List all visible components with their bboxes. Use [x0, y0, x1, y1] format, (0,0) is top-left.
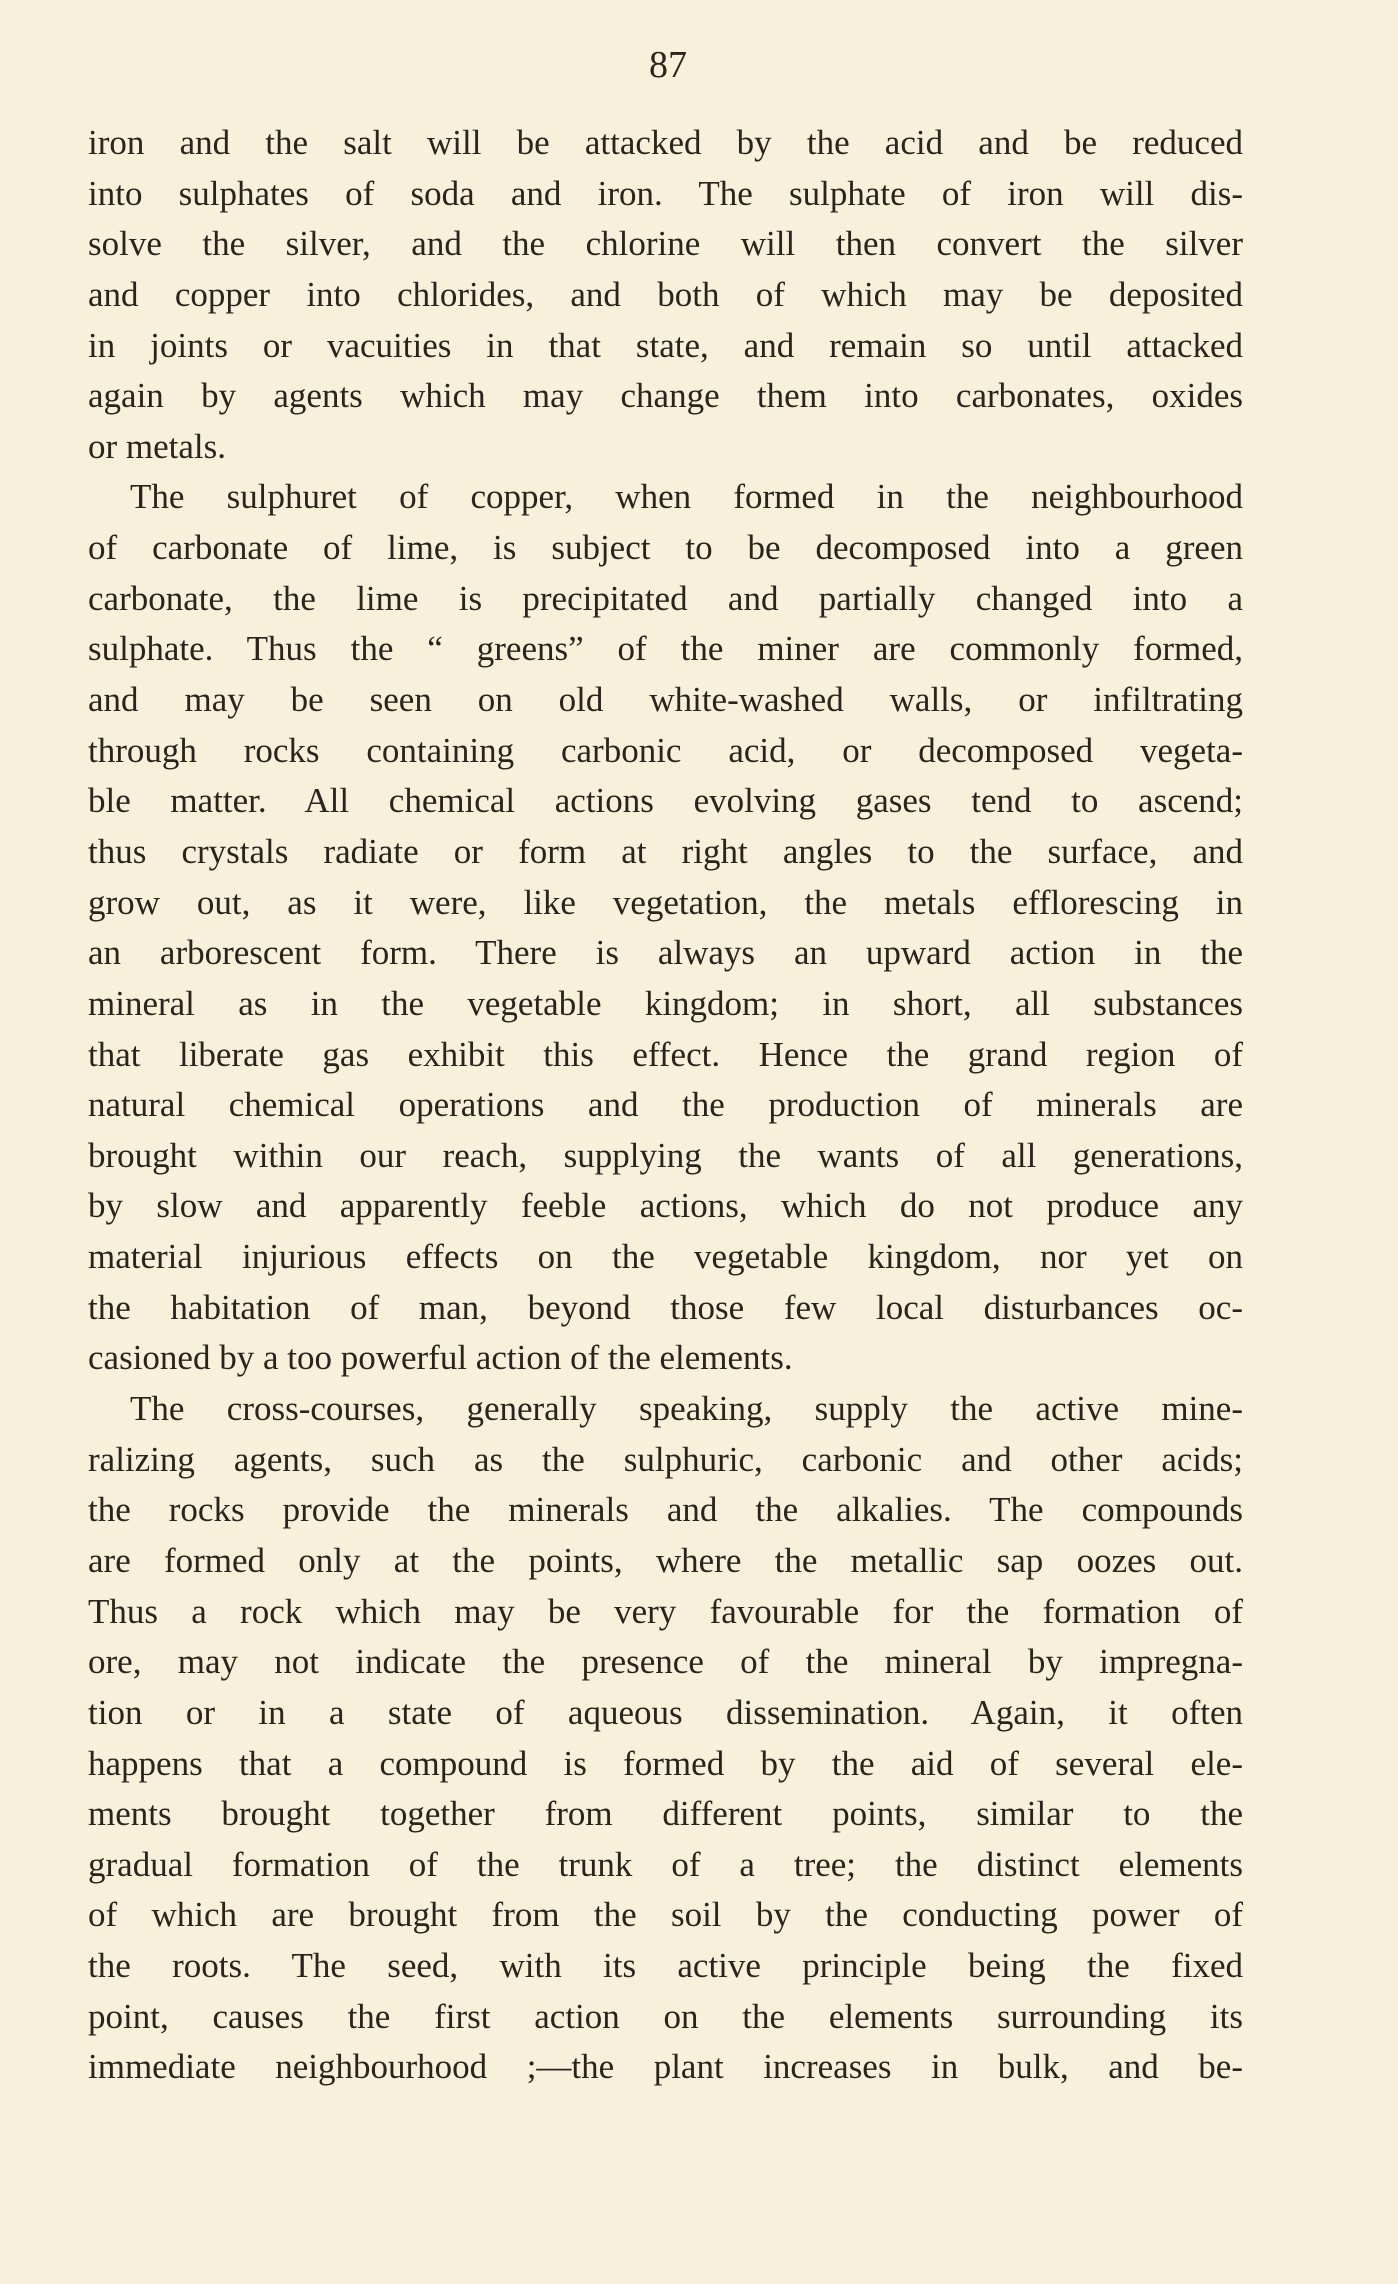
text-line: are formed only at the points, where the metallic sap oozes out.: [88, 1540, 1243, 1580]
text-line: through rocks containing carbonic acid, or decomposed vegeta-: [88, 730, 1243, 770]
text-line: grow out, as it were, like vegetation, the metals efflorescing in: [88, 882, 1243, 922]
page-number: 87: [649, 44, 687, 86]
text-line: natural chemical operations and the production of minerals are: [88, 1085, 1243, 1125]
text-line: the rocks provide the minerals and the alkalies. The compounds: [88, 1490, 1243, 1530]
text-line: and may be seen on old white-washed walls, or infiltrating: [88, 680, 1243, 720]
text-line: gradual formation of the trunk of a tree; the distinct elements: [88, 1844, 1243, 1884]
text-line: material injurious effects on the vegetable kingdom, nor yet on: [88, 1237, 1243, 1277]
text-line: in joints or vacuities in that state, and remain so until attacked: [88, 325, 1243, 365]
text-line: brought within our reach, supplying the wants of all generations,: [88, 1135, 1243, 1175]
text-line: ble matter. All chemical actions evolving gases tend to ascend;: [88, 781, 1243, 821]
body-text: [88, 118, 1243, 2093]
text-line: by slow and apparently feeble actions, which do not produce any: [88, 1186, 1243, 1226]
text-line: sulphate. Thus the “ greens” of the miner are commonly formed,: [88, 629, 1243, 669]
text-line: mineral as in the vegetable kingdom; in short, all substances: [88, 983, 1243, 1023]
text-line: iron and the salt will be attacked by the acid and be reduced: [88, 123, 1243, 162]
text-line: thus crystals radiate or form at right angles to the surface, and: [88, 831, 1243, 871]
text-line: carbonate, the lime is precipitated and partially changed into a: [88, 578, 1243, 618]
text-line: The cross-courses, generally speaking, supply the active mine-: [130, 1389, 1243, 1429]
text-line: into sulphates of soda and iron. The sulphate of iron will dis-: [88, 173, 1243, 213]
text-line: again by agents which may change them into carbonates, oxides: [88, 376, 1243, 416]
text-line: of which are brought from the soil by the conducting power of: [88, 1895, 1243, 1935]
text-line: The sulphuret of copper, when formed in the neighbourhood: [130, 477, 1243, 517]
text-line: happens that a compound is formed by the aid of several ele-: [88, 1743, 1243, 1783]
text-line: casioned by a too powerful action of the elements.: [88, 1338, 793, 1378]
text-line: tion or in a state of aqueous dissemination. Again, it often: [88, 1692, 1243, 1732]
text-line: solve the silver, and the chlorine will then convert the silver: [88, 224, 1243, 264]
text-line: an arborescent form. There is always an upward action in the: [88, 933, 1243, 973]
text-line: of carbonate of lime, is subject to be decomposed into a green: [88, 528, 1243, 568]
text-line: ralizing agents, such as the sulphuric, carbonic and other acids;: [88, 1439, 1243, 1479]
text-line: point, causes the first action on the elements surrounding its: [88, 1996, 1243, 2036]
text-line: ore, may not indicate the presence of the mineral by impregna-: [88, 1642, 1243, 1682]
text-line: ments brought together from different points, similar to the: [88, 1794, 1243, 1834]
text-line: the habitation of man, beyond those few local disturbances oc-: [88, 1287, 1243, 1327]
text-line: the roots. The seed, with its active principle being the fixed: [88, 1946, 1243, 1986]
text-line: or metals.: [88, 426, 227, 466]
text-line: Thus a rock which may be very favourable for the formation of: [88, 1591, 1243, 1631]
text-line: and copper into chlorides, and both of which may be deposited: [88, 274, 1243, 314]
text-line: immediate neighbourhood ;—the plant increases in bulk, and be-: [88, 2047, 1243, 2087]
text-line: that liberate gas exhibit this effect. Hence the grand region of: [88, 1034, 1243, 1074]
